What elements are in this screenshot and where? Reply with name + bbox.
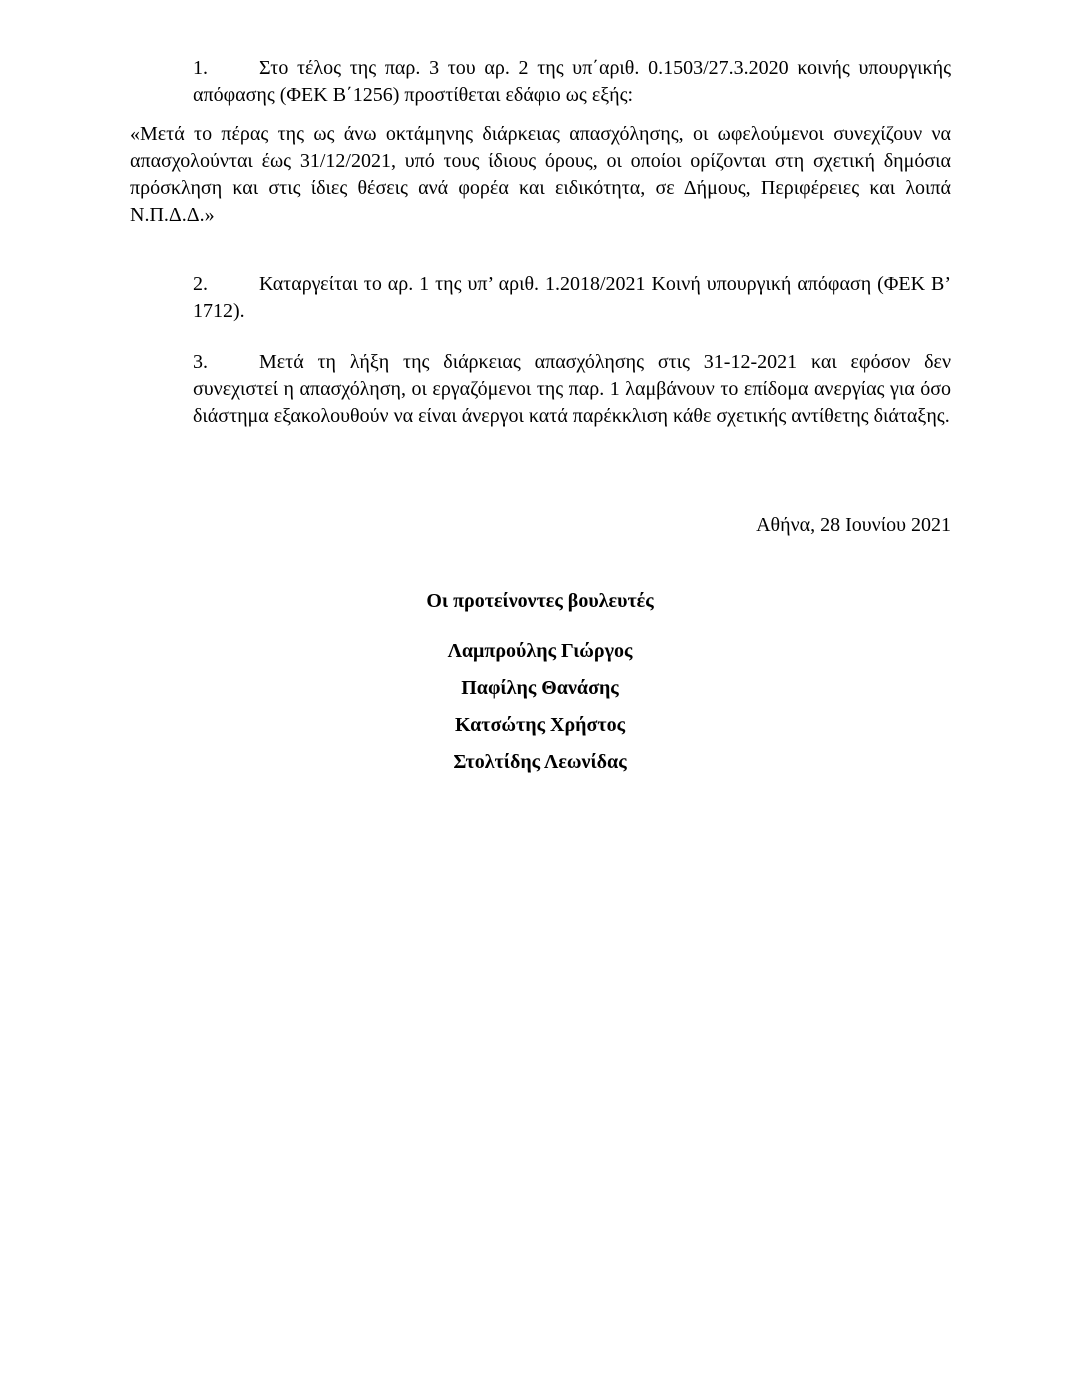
article-item-3: [193, 349, 951, 430]
item-text: Καταργείται το αρ. 1 της υπ’ αριθ. 1.2018/2021 Κοινή υπουργική απόφαση (ΦΕΚ Β’ 1712).: [193, 273, 951, 322]
signer-name: Παφίλης Θανάσης: [461, 677, 619, 699]
quoted-paragraph: «Μετά το πέρας της ως άνω οκτάμηνης διάρκειας απασχόλησης, οι ωφελούμενοι συνεχίζουν να απασχολούνται έως 31/12/2021, υπό τους ίδιους όρους, οι οποίοι ορίζονται στη σχετική δημόσια πρόσκληση και στις ίδιες θέσεις ανά φορέα και ειδικότητα, σε Δήμους, Περιφέρειες και λοιπά Ν.Π.Δ.Δ.»: [130, 123, 951, 226]
item-number: 1.: [193, 57, 208, 79]
signers-heading: Οι προτείνοντες βουλευτές: [426, 590, 654, 612]
signer-name: Στολτίδης Λεωνίδας: [453, 751, 627, 773]
place-date: Αθήνα, 28 Ιουνίου 2021: [756, 514, 951, 536]
article-item-2: [193, 271, 951, 325]
item-number: 3.: [193, 351, 208, 373]
signer-name: Κατσώτης Χρήστος: [454, 714, 626, 736]
item-number: 2.: [193, 273, 208, 295]
article-item-1: [193, 55, 951, 109]
item-text: Στο τέλος της παρ. 3 του αρ. 2 της υπ΄αριθ. 0.1503/27.3.2020 κοινής υπουργικής απόφασης (ΦΕΚ Β΄1256) προστίθεται εδάφιο ως εξής:: [193, 57, 951, 106]
item-text: Μετά τη λήξη της διάρκειας απασχόλησης στις 31-12-2021 και εφόσον δεν συνεχιστεί η απασχόληση, οι εργαζόμενοι της παρ. 1 λαμβάνουν το επίδομα ανεργίας για όσο διάστημα εξακολουθούν να είναι άνεργοι κατά παρέκκλιση κάθε σχετικής αντίθετης διάταξης.: [193, 351, 951, 427]
signer-name: Λαμπρούλης Γιώργος: [447, 640, 633, 662]
